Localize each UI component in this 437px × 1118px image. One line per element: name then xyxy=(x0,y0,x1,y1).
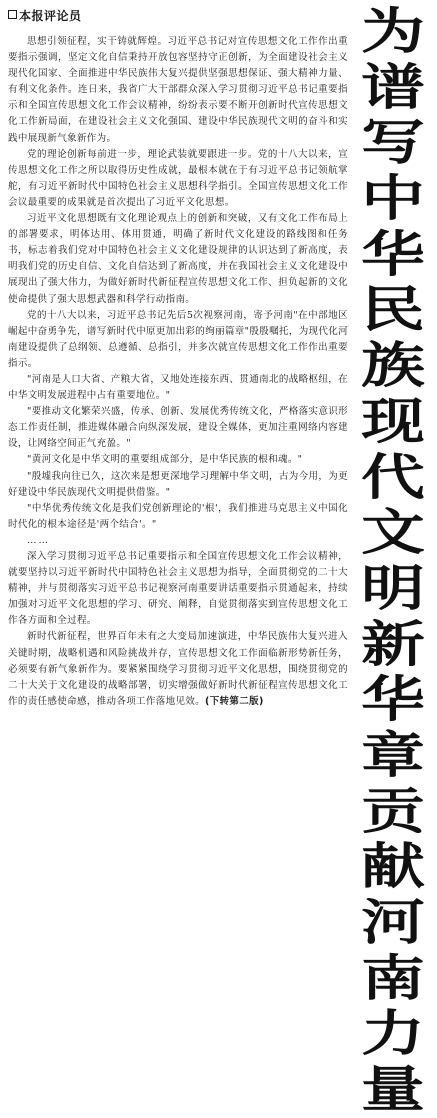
headline-char: 文 xyxy=(361,504,425,562)
quote-paragraph: "殷墟我向往已久，这次来是想更深地学习理解中华文明，古为今用，为更好建设中华民族现代文明提供借鉴。" xyxy=(8,470,348,498)
quote-paragraph: "河南是人口大省、产粮大省，又地处连接东西、贯通南北的战略枢纽，在中华文明发展进程中占有重要地位。" xyxy=(8,373,348,402)
continued-note: (下转第二版) xyxy=(205,695,264,707)
last-paragraph-text: 新时代新征程，世界百年未有之大变局加速演进，中华民族伟大复兴进入关键时期，战略机遇和风险挑战并存，宣传思想文化工作面临新形势新任务，必须要有新气象新作为。要紧紧围绕学习贯彻习近平文化思想，围绕贯彻党的二十大关于文化建设的战略部署，切实增强做好新时代新征程宣传思想文化工作的责任感使命感，推动各项工作落地见效。 xyxy=(8,631,348,707)
headline-char: 族 xyxy=(361,337,425,395)
headline-char: 中 xyxy=(361,170,425,228)
headline-char: 民 xyxy=(361,281,425,339)
ellipsis-paragraph: …… xyxy=(27,534,50,546)
headline-char: 谱 xyxy=(361,58,425,116)
headline-char: 南 xyxy=(361,949,425,1007)
headline xyxy=(352,4,434,1118)
headline-char: 河 xyxy=(361,894,425,951)
headline-char: 明 xyxy=(361,559,425,617)
byline xyxy=(8,7,82,24)
article-paragraph: 深入学习贯彻习近平总书记重要指示和全国宣传思想文化工作会议精神，就要坚持以习近平新时代中国特色社会主义思想为指导，全面贯彻党的二十大精神，并与贯彻落实习近平总书记视察河南重要讲话重要指示贯通起来，持续加强对习近平文化思想的学习、研究、阐释，自觉贯彻落实到宣传思想文化工作各方面和全过程。 xyxy=(8,551,348,627)
headline-char: 力 xyxy=(361,1005,425,1063)
article-paragraph: 党的理论创新每前进一步，理论武装就要跟进一步。党的十八大以来，宣传思想文化工作之所以取得历史性成就，最根本就在于有习近平总书记领航掌舵，有习近平新时代中国特色社会主义思想科学指引。全国宣传思想文化工作会议最重要的成果就是首次提出了习近平文化思想。 xyxy=(8,148,348,208)
quote-paragraph: "要推动文化繁荣兴盛，传承、创新、发展优秀传统文化，严格落实意识形态工作责任制，推进媒体融合向纵深发展，建设全媒体，更加注重网络内容建设，让网络空间正气充盈。" xyxy=(8,406,348,450)
headline-char: 写 xyxy=(361,114,425,172)
headline-char: 代 xyxy=(361,448,425,506)
headline-char: 贡 xyxy=(361,782,425,840)
headline-char: 量 xyxy=(361,1061,425,1118)
article-body xyxy=(8,34,348,864)
article-paragraph: 习近平文化思想既有文化理论观点上的创新和突破，又有文化工作布局上的部署要求，明体达用、体用贯通，明确了新时代文化建设的路线图和任务书，标志着我们党对中国特色社会主义文化建设规律的认识达到了新高度，表明我们党的历史自信、文化自信达到了新高度，并在我国社会主义文化建设中展现出了强大伟力，为做好新时代新征程宣传思想文化工作、担负起新的文化使命提供了强大思想武器和科学行动指南。 xyxy=(8,213,348,305)
headline-char: 章 xyxy=(361,726,425,784)
article-paragraph: 党的十八大以来，习近平总书记先后5次视察河南，寄予河南"在中部地区崛起中奋勇争先，谱写新时代中原更加出彩的绚丽篇章"殷殷嘱托，为现代化河南建设提供了总纲领、总遵循、总指引，并多次就宣传思想文化工作作出重要指示。 xyxy=(8,309,348,369)
article-paragraph xyxy=(8,629,348,709)
byline-box-mark xyxy=(8,10,17,19)
quote-paragraph: "中华优秀传统文化是我们党创新理论的'根'，我们推进马克思主义中国化时代化的根本途径是'两个结合'。" xyxy=(8,502,348,530)
quote-paragraph: "黄河文化是中华文明的重要组成部分，是中华民族的根和魂。" xyxy=(27,454,303,466)
headline-char: 现 xyxy=(361,392,425,450)
byline-text: 本报评论员 xyxy=(19,9,82,23)
headline-char: 为 xyxy=(361,3,425,60)
headline-char: 华 xyxy=(361,671,425,729)
headline-char: 新 xyxy=(361,615,425,673)
headline-char: 献 xyxy=(361,838,425,896)
article-paragraph: 思想引领征程，实干铸就辉煌。习近平总书记对宣传思想文化工作作出重要指示强调，坚定文化自信秉持开放包容坚持守正创新，为全面建设社会主义现代化国家、全面推进中华民族伟大复兴提供坚强思想保证、强大精神力量、有利文化条件。连日来，我省广大干部群众深入学习贯彻习近平总书记重要指示和全国宣传思想文化工作会议精神，纷纷表示要不断开创新时代宣传思想文化工作新局面，在建设社会主义文化强国、建设中华民族现代文明的奋斗和实践中展现新气象新作为。 xyxy=(8,36,348,144)
headline-char: 华 xyxy=(361,225,425,283)
